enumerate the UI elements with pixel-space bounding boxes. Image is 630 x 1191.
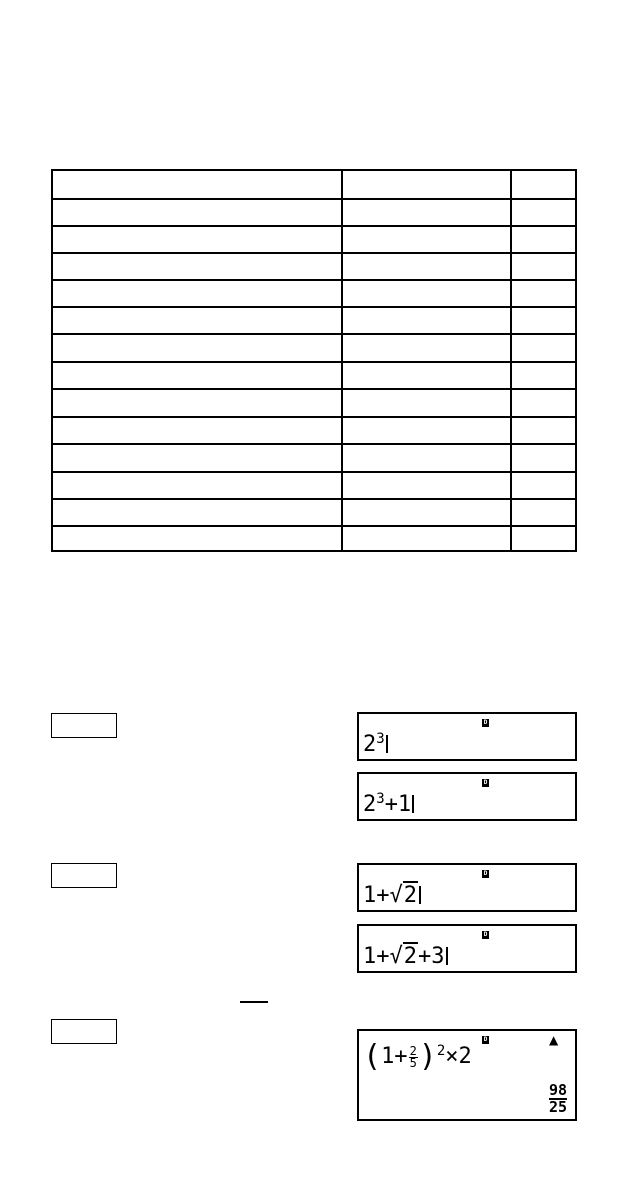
square-root-icon: √ [389,944,403,969]
d-indicator-icon: D [483,719,488,726]
expression-base: 2 [363,732,377,757]
calculator-display [357,712,577,761]
fraction [409,1043,418,1070]
table-row [53,198,575,200]
close-paren: ) [418,1039,437,1074]
fraction-denominator: 5 [409,1055,417,1070]
expression-exponent: 3 [376,731,385,747]
table-row [53,471,575,473]
table-row [53,252,575,254]
table-row [53,525,575,527]
function-table [51,169,577,552]
table-row [53,279,575,281]
expression-exponent: 2 [436,1043,446,1059]
d-indicator-icon: D [483,870,488,877]
display-expression [363,1039,472,1074]
expression-tail: +3 [418,944,445,969]
up-triangle-icon: ▲ [549,1033,559,1047]
table-row [53,498,575,500]
result-denominator: 25 [548,1098,567,1116]
table-row [53,333,575,335]
result-fraction [549,1083,567,1115]
square-root [390,945,419,969]
text-cursor-icon [419,886,421,904]
expression-prefix: 1+ [363,883,390,908]
radicand: 2 [403,883,417,908]
expression-tail: +1 [384,792,412,817]
display-expression [363,727,388,757]
fraction-numerator: 2 [409,1043,417,1058]
expression-base: 2 [363,792,377,817]
expression-tail: ×2 [445,1044,472,1069]
calculator-display [357,1029,577,1121]
text-cursor-icon [412,795,414,813]
key-box-2 [51,863,117,888]
square-root-icon: √ [389,883,403,908]
d-indicator-icon: D [483,931,488,938]
table-row [53,443,575,445]
text-cursor-icon [446,947,448,965]
table-row [53,225,575,227]
display-expression [363,884,421,908]
table-row [53,361,575,363]
result-numerator: 98 [548,1081,567,1099]
table-row [53,388,575,390]
d-indicator-icon: D [483,779,488,786]
display-expression [363,945,448,969]
table-row [53,306,575,308]
expression-exponent: 3 [376,791,385,807]
overline-mark [240,1001,268,1003]
calculator-display [357,924,577,973]
open-paren: ( [363,1039,382,1074]
square-root [390,884,419,908]
expression-lead: 1+ [381,1044,408,1069]
radicand: 2 [403,944,417,969]
expression-prefix: 1+ [363,944,390,969]
display-expression [363,787,414,817]
key-box-3 [51,1019,117,1044]
d-indicator-icon: D [483,1036,488,1043]
text-cursor-icon [386,735,388,753]
table-row [53,416,575,418]
calculator-display [357,863,577,912]
calculator-display [357,772,577,821]
key-box-1 [51,713,117,738]
